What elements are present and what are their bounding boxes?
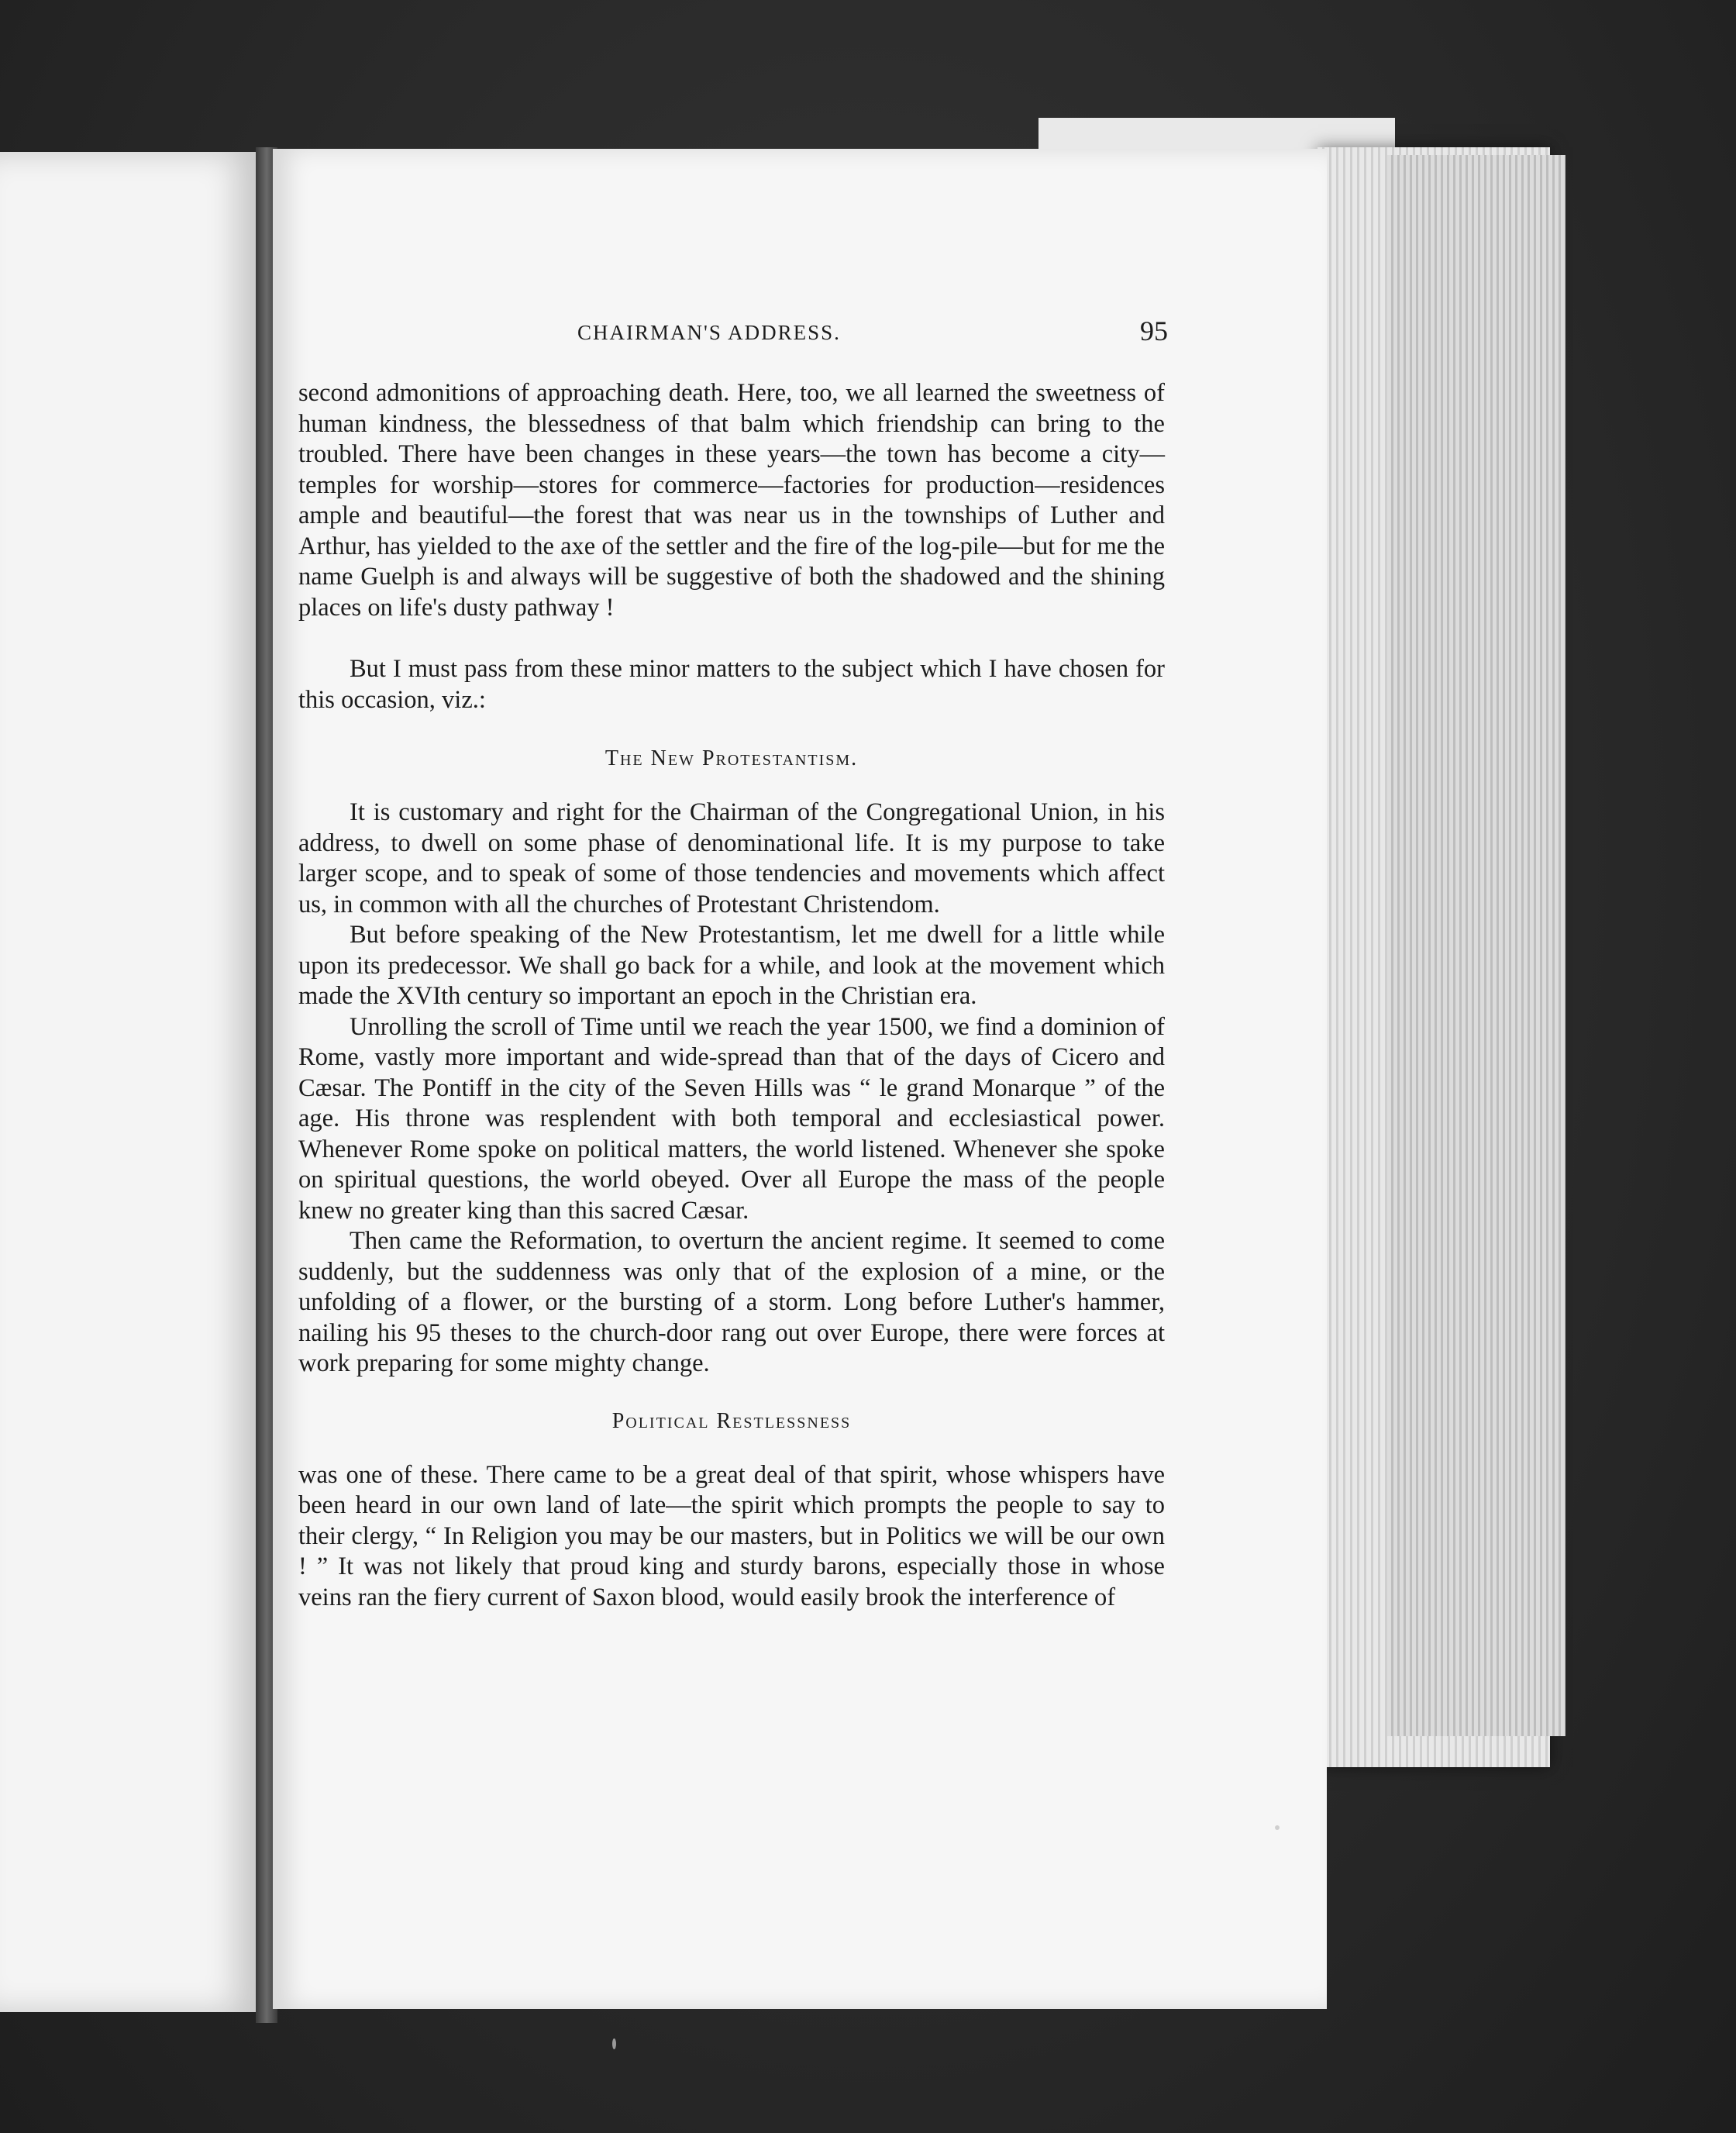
- paragraph: second admonitions of approaching death. Here, too, we all learned the sweetness of human kindness, the blessedness of that balm which friendship can bring to the troubled. There have been changes in these years—the town has become a city—temples for worship—stores for commerce—factories for production—residences ample and beautiful—the forest that was near us in the townships of Luther and Arthur, has yielded to the axe of the settler and the fire of the log-pile—but for me the name Guelph is and always will be suggestive of both the shadowed and the shining places on life's dusty pathway !: [298, 379, 1165, 622]
- scan-speck: [612, 2038, 616, 2049]
- page-header: [298, 310, 1168, 357]
- paragraph: But I must pass from these minor matters to the subject which I have chosen for this occasion, viz.:: [298, 655, 1165, 714]
- paragraph: But before speaking of the New Protestantism, let me dwell for a little while upon its predecessor. We shall go back for a while, and look at the movement which made the XVIth century so important an epoch in the Christian era.: [298, 921, 1165, 1010]
- paragraph: Unrolling the scroll of Time until we reach the year 1500, we find a dominion of Rome, vastly more important and wide-spread than that of the days of Cicero and Cæsar. The Pontiff in the city of the Seven Hills was “ le grand Monarque ” of the age. His throne was resplendent with both temporal and ecclesiastical power. Whenever Rome spoke on political matters, the world listened. Whenever she spoke on spiritual questions, the world obeyed. Over all Europe the mass of the people knew no greater king than this sacred Cæsar.: [298, 1012, 1165, 1225]
- page-number: 95: [1140, 315, 1168, 346]
- page-stack-edge-inner: [1387, 155, 1566, 1736]
- paragraph: was one of these. There came to be a great deal of that spirit, whose whispers have been heard in our own land of late—the spirit which prompts the people to say to their clergy, “ In Religion you may be our masters, but in Politics we will be our own ! ” It was not likely that proud king and sturdy barons, especially those in whose veins ran the fiery current of Saxon blood, would easily brook the interference of: [298, 1460, 1165, 1611]
- left-page: [0, 152, 267, 2012]
- section-heading: The New Protestantism.: [604, 746, 859, 770]
- running-head: CHAIRMAN'S ADDRESS.: [577, 321, 841, 344]
- page-content: [298, 310, 1168, 1613]
- paragraph: It is customary and right for the Chairman of the Congregational Union, in his address, to dwell on some phase of denominational life. It is my purpose to take larger scope, and to speak of some of those tendencies and movements which affect us, in common with all the churches of Protestant Christendom.: [298, 798, 1165, 918]
- scan-speck: [1275, 1825, 1280, 1830]
- section-heading: Political Restlessness: [611, 1408, 852, 1433]
- paragraph: Then came the Reformation, to overturn the ancient regime. It seemed to come suddenly, but the suddenness was only that of the explosion of a mine, or the unfolding of a flower, or the bursting of a storm. Long before Luther's hammer, nailing his 95 theses to the church-door rang out over Europe, there were forces at work preparing for some mighty change.: [298, 1227, 1165, 1377]
